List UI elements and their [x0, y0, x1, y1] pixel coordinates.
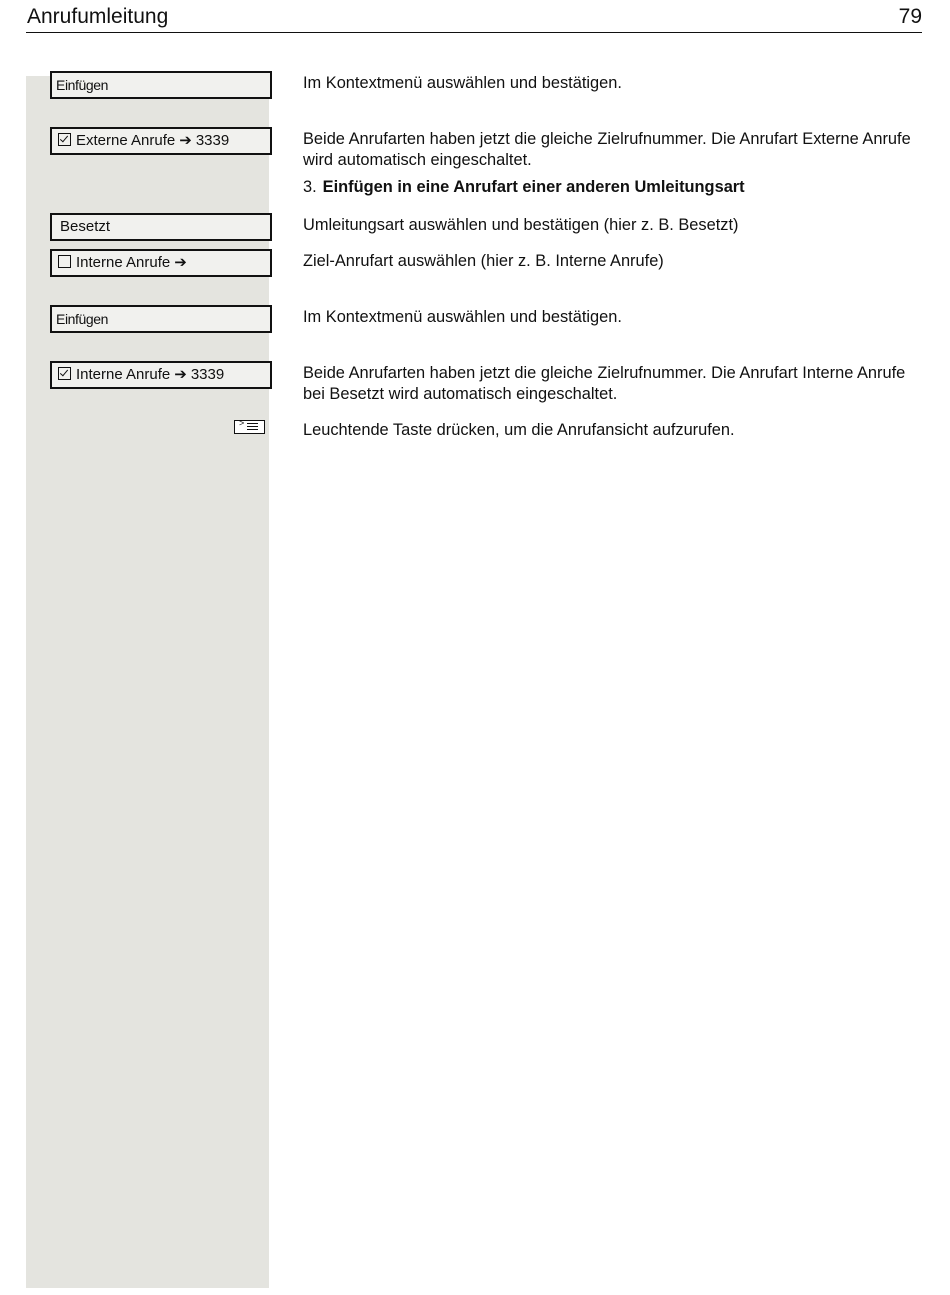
menu-item-label: Einfügen — [56, 77, 109, 93]
arrow-right-icon: ➔ — [179, 132, 192, 149]
step-heading-text: Einfügen in eine Anrufart einer anderen Umleitungsart — [322, 178, 745, 196]
call-type-interne-anrufe[interactable] — [50, 249, 272, 277]
target-number: 3339 — [190, 366, 225, 383]
step-number: 3. — [303, 178, 317, 196]
header-divider — [26, 32, 922, 33]
menu-item-label: Besetzt — [60, 218, 111, 235]
call-type-interne-anrufe[interactable] — [50, 361, 272, 389]
target-number: 3339 — [195, 132, 230, 149]
instruction-text: Ziel-Anrufart auswählen (hier z. B. Interne Anrufe) — [303, 252, 664, 270]
arrow-right-icon: ➔ — [174, 366, 187, 383]
step-heading — [303, 177, 925, 198]
instruction-text: Beide Anrufarten haben jetzt die gleiche Zielrufnummer. Die Anrufart Externe Anrufe wird automatisch eingeschaltet. — [303, 130, 911, 169]
checkbox-unchecked-icon — [58, 255, 71, 268]
instruction-text: Im Kontextmenü auswählen und bestätigen. — [303, 74, 622, 92]
page-title: Anrufumleitung — [27, 5, 169, 28]
menu-item-label: Einfügen — [56, 311, 109, 327]
context-menu-item-einfuegen[interactable] — [50, 305, 272, 333]
call-type-externe-anrufe[interactable] — [50, 127, 272, 155]
arrow-right-icon: ➔ — [174, 254, 187, 271]
instruction-text: Im Kontextmenü auswählen und bestätigen. — [303, 308, 622, 326]
page-number: 79 — [898, 5, 922, 28]
instruction-text: Beide Anrufarten haben jetzt die gleiche Zielrufnummer. Die Anrufart Interne Anrufe bei Besetzt wird automatisch eingeschaltet. — [303, 364, 906, 403]
call-type-label: Externe Anrufe — [76, 132, 176, 149]
forwarding-type-besetzt[interactable] — [50, 213, 272, 241]
menu-key-icon[interactable]: > — [234, 420, 265, 434]
call-type-label: Interne Anrufe — [76, 254, 171, 271]
instruction-text: Umleitungsart auswählen und bestätigen (hier z. B. Besetzt) — [303, 216, 739, 234]
call-type-label: Interne Anrufe — [76, 366, 171, 383]
context-menu-item-einfuegen[interactable] — [50, 71, 272, 99]
checkbox-checked-icon — [58, 133, 71, 146]
checkbox-checked-icon — [58, 367, 71, 380]
instruction-text: Leuchtende Taste drücken, um die Anrufansicht aufzurufen. — [303, 421, 735, 439]
